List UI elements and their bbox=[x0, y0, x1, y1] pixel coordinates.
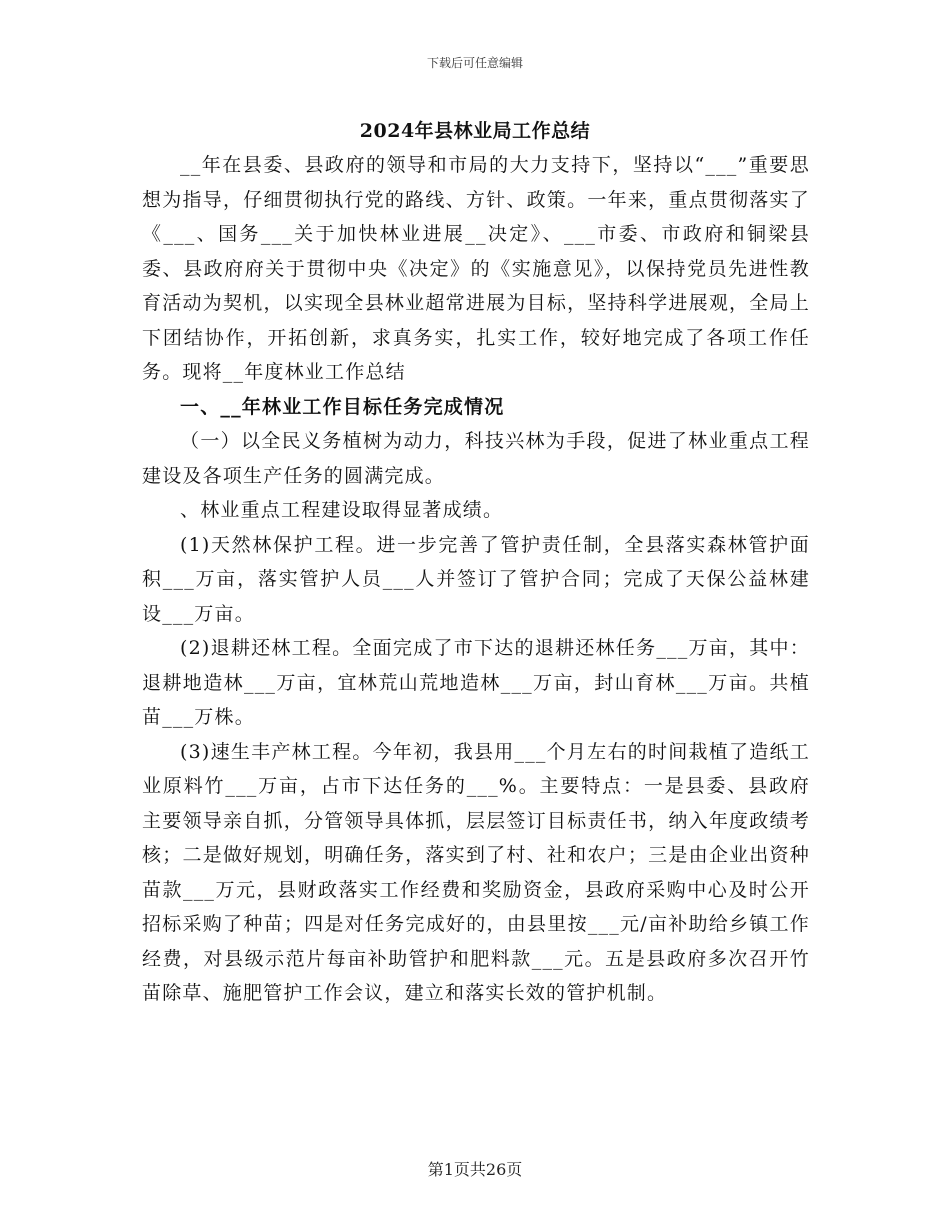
paragraph-reforestation: (2)退耕还林工程。全面完成了市下达的退耕还林任务___万亩，其中：退耕地造林___万亩，宜林荒山荒地造林___万亩，封山育林___万亩。共植苗___万株。 bbox=[142, 637, 810, 728]
paragraph-subsection-1: （一）以全民义务植树为动力，科技兴林为手段，促进了林业重点工程建设及各项生产任务的圆满完成。 bbox=[142, 430, 810, 487]
page-number: 第1页共26页 bbox=[427, 1160, 523, 1179]
paragraph-intro: __年在县委、县政府的领导和市局的大力支持下，坚持以“___”重要思想为指导，仔细贯彻执行党的路线、方针、政策。一年来，重点贯彻落实了《___、国务___关于加快林业进展__决定》、___市委、市政府和铜梁县委、县政府府关于贯彻中央《决定》的《实施意见》，以保持党员先进性教育活动为契机，以实现全县林业超常进展为目标，坚持科学进展观，全局上下团结协作，开拓创新，求真务实，扎实工作，较好地完成了各项工作任务。现将__年度林业工作总结 bbox=[142, 154, 810, 383]
paragraph-key-projects: 、林业重点工程建设取得显著成绩。 bbox=[180, 499, 504, 521]
section-heading: 一、__年林业工作目标任务完成情况 bbox=[180, 395, 505, 418]
document-body bbox=[142, 148, 810, 1011]
paragraph-natural-forest: (1)天然林保护工程。进一步完善了管护责任制，全县落实森林管护面积___万亩，落实管护人员___人并签订了管护合同；完成了天保公益林建设___万亩。 bbox=[142, 533, 810, 625]
document-title: 2024年县林业局工作总结 bbox=[359, 120, 591, 142]
header-note: 下载后可任意编辑 bbox=[426, 56, 523, 70]
paragraph-fast-growing-forest: (3)速生丰产林工程。今年初，我县用___个月左右的时间栽植了造纸工业原料竹___万亩，占市下达任务的___%。主要特点：一是县委、县政府主要领导亲自抓，分管领导具体抓，层层签订目标责任书，纳入年度政绩考核；二是做好规划，明确任务，落实到了村、社和农户；三是由企业出资种苗款___万元，县财政落实工作经费和奖励资金，县政府采购中心及时公开招标采购了种苗；四是对任务完成好的，由县里按___元/亩补助给乡镇工作经费，对县级示范片每亩补助管护和肥料款___元。五是县政府多次召开竹苗除草、施肥管护工作会议，建立和落实长效的管护机制。 bbox=[142, 740, 810, 1004]
